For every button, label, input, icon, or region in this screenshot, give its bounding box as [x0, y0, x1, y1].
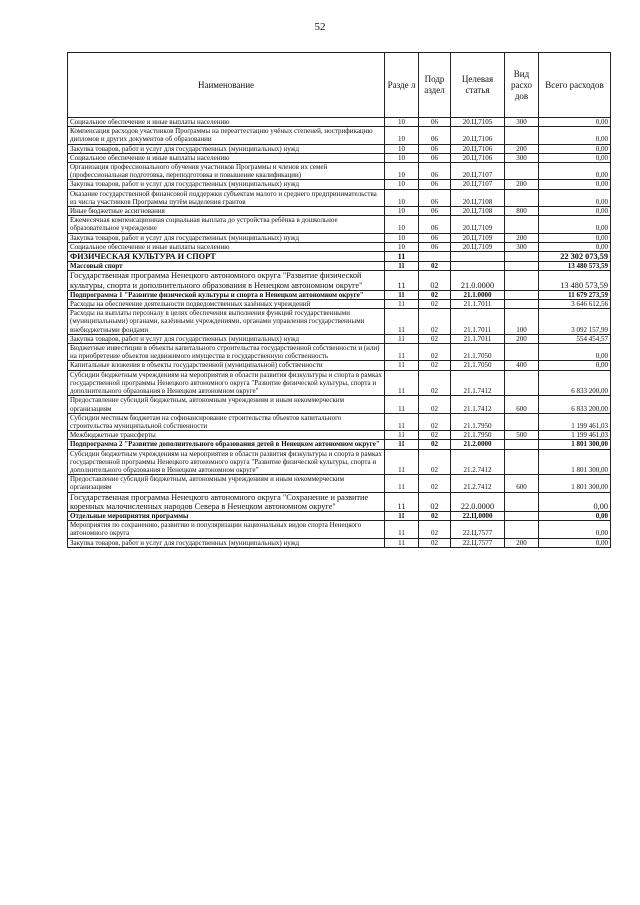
row-expense-type-cell: [505, 492, 539, 511]
row-subsection-cell: 06: [419, 118, 451, 127]
row-target-cell: 20.Ц.7109: [451, 242, 505, 251]
row-expense-type-cell: [505, 271, 539, 290]
row-name-cell: Субсидии местным бюджетам на софинансирование строительства объектов капитального строительства муниципальной собственности: [68, 413, 385, 430]
row-name-cell: Капитальные вложения в объекты государственной (муниципальной) собственности: [68, 361, 385, 370]
row-name-cell: Предоставление субсидий бюджетным, автономным учреждениям и иным некоммерческим организациям: [68, 475, 385, 492]
row-section-cell: 10: [385, 153, 419, 162]
header-section: Разде л: [385, 53, 419, 118]
table-row: [68, 290, 611, 299]
row-target-cell: 21.2.7412: [451, 475, 505, 492]
row-section-cell: 11: [385, 440, 419, 449]
row-section-cell: 11: [385, 361, 419, 370]
row-target-cell: 21.1.7950: [451, 431, 505, 440]
row-section-cell: 11: [385, 475, 419, 492]
row-section-cell: 11: [385, 252, 419, 262]
row-section-cell: 11: [385, 309, 419, 335]
row-name-cell: Государственная программа Ненецкого автономного округа "Развитие физической культуры, спорта и дополнительного образования в Ненецком автономном округе": [68, 271, 385, 290]
table-row: [68, 118, 611, 127]
row-expense-type-cell: [505, 449, 539, 475]
row-target-cell: 21.1.7412: [451, 396, 505, 413]
row-subsection-cell: 02: [419, 271, 451, 290]
header-name: Наименование: [68, 53, 385, 118]
table-row: [68, 344, 611, 361]
row-total-cell: 13 480 573,59: [539, 262, 611, 271]
table-row: [68, 309, 611, 335]
table-row: [68, 262, 611, 271]
budget-table: [67, 52, 611, 548]
row-expense-type-cell: [505, 440, 539, 449]
row-total-cell: 1 199 461,03: [539, 431, 611, 440]
row-name-cell: Мероприятия по сохранению, развитию и популяризации национальных видов спорта Ненецкого автономного округа: [68, 521, 385, 538]
row-name-cell: Субсидии бюджетным учреждениям на мероприятия в области развития физкультуры и спорта в рамках государственной программы Ненецкого автономного округа "Развитие физической культуры, спорта и дополнительного образования в Ненецком автономном округе": [68, 449, 385, 475]
row-subsection-cell: 02: [419, 511, 451, 520]
table-row: [68, 216, 611, 233]
row-name-cell: Закупка товаров, работ и услуг для государственных (муниципальных) нужд: [68, 233, 385, 242]
row-total-cell: 0,00: [539, 163, 611, 180]
row-subsection-cell: 02: [419, 344, 451, 361]
table-row: [68, 492, 611, 511]
row-section-cell: 10: [385, 180, 419, 189]
row-total-cell: 1 801 300,00: [539, 449, 611, 475]
row-subsection-cell: 02: [419, 300, 451, 309]
row-target-cell: 20.Ц.7105: [451, 118, 505, 127]
row-total-cell: 0,00: [539, 216, 611, 233]
table-row: [68, 127, 611, 144]
row-section-cell: 11: [385, 290, 419, 299]
row-subsection-cell: 06: [419, 163, 451, 180]
row-total-cell: 13 480 573,59: [539, 271, 611, 290]
row-section-cell: 11: [385, 344, 419, 361]
table-row: [68, 370, 611, 396]
row-subsection-cell: 02: [419, 440, 451, 449]
row-expense-type-cell: [505, 262, 539, 271]
row-section-cell: 11: [385, 511, 419, 520]
row-subsection-cell: 02: [419, 538, 451, 547]
row-section-cell: 11: [385, 271, 419, 290]
row-section-cell: 11: [385, 492, 419, 511]
row-expense-type-cell: 300: [505, 118, 539, 127]
table-row: [68, 334, 611, 343]
row-section-cell: 11: [385, 449, 419, 475]
row-section-cell: 10: [385, 233, 419, 242]
table-row: [68, 252, 611, 262]
header-subsection: Подр аздел: [419, 53, 451, 118]
row-name-cell: Закупка товаров, работ и услуг для государственных (муниципальных) нужд: [68, 180, 385, 189]
table-row: [68, 189, 611, 206]
row-subsection-cell: 06: [419, 144, 451, 153]
row-expense-type-cell: 100: [505, 309, 539, 335]
row-expense-type-cell: 200: [505, 180, 539, 189]
row-section-cell: 10: [385, 189, 419, 206]
row-subsection-cell: 02: [419, 370, 451, 396]
header-target: Целевая статья: [451, 53, 505, 118]
table-row: [68, 440, 611, 449]
row-total-cell: 0,00: [539, 127, 611, 144]
table-row: [68, 475, 611, 492]
row-name-cell: Расходы на выплаты персоналу в целях обеспечения выполнения функций государственными (муниципальными) органами, казёнными учреждениями, органами управления государственными внебюджетными фондами: [68, 309, 385, 335]
row-target-cell: 22.Ц.7577: [451, 521, 505, 538]
row-section-cell: 11: [385, 521, 419, 538]
row-section-cell: 10: [385, 163, 419, 180]
table-row: [68, 153, 611, 162]
row-total-cell: 1 801 300,00: [539, 475, 611, 492]
row-expense-type-cell: 600: [505, 475, 539, 492]
row-total-cell: 1 199 461,03: [539, 413, 611, 430]
row-name-cell: Государственная программа Ненецкого автономного округа "Сохранение и развитие коренных малочисленных народов Севера в Ненецком автономном округе": [68, 492, 385, 511]
row-section-cell: 10: [385, 216, 419, 233]
row-total-cell: 0,00: [539, 511, 611, 520]
row-subsection-cell: 06: [419, 233, 451, 242]
table-row: [68, 207, 611, 216]
row-expense-type-cell: 300: [505, 242, 539, 251]
row-name-cell: Организация профессионального обучения участников Программы и членов их семей (профессиональная подготовка, переподготовка и повышение квалификации): [68, 163, 385, 180]
row-expense-type-cell: [505, 521, 539, 538]
row-name-cell: Социальное обеспечение и иные выплаты населению: [68, 242, 385, 251]
row-subsection-cell: 02: [419, 431, 451, 440]
row-total-cell: 0,00: [539, 361, 611, 370]
row-expense-type-cell: [505, 252, 539, 262]
table-header-row: [68, 53, 611, 118]
row-expense-type-cell: 500: [505, 431, 539, 440]
table-row: [68, 361, 611, 370]
row-target-cell: 20.Ц.7109: [451, 216, 505, 233]
row-name-cell: Подпрограмма 1 "Развитие физической культуры и спорта в Ненецком автономном округе": [68, 290, 385, 299]
row-section-cell: 11: [385, 334, 419, 343]
row-total-cell: 554 454,57: [539, 334, 611, 343]
row-total-cell: 3 646 612,56: [539, 300, 611, 309]
table-row: [68, 431, 611, 440]
row-expense-type-cell: [505, 413, 539, 430]
header-expense-type: Вид расхо дов: [505, 53, 539, 118]
row-name-cell: Бюджетные инвестиции в объекты капитального строительства государственной собственности и (или) на приобретение объектов недвижимого имущества в государственную собственность: [68, 344, 385, 361]
table-row: [68, 144, 611, 153]
row-name-cell: Расходы на обеспечение деятельности подведомственных казённых учреждений: [68, 300, 385, 309]
row-total-cell: 0,00: [539, 189, 611, 206]
row-name-cell: Отдельные мероприятия программы: [68, 511, 385, 520]
row-subsection-cell: 06: [419, 216, 451, 233]
row-name-cell: Предоставление субсидий бюджетным, автономным учреждениям и иным некоммерческим организациям: [68, 396, 385, 413]
row-total-cell: 0,00: [539, 144, 611, 153]
row-subsection-cell: 02: [419, 262, 451, 271]
row-name-cell: Закупка товаров, работ и услуг для государственных (муниципальных) нужд: [68, 144, 385, 153]
table-row: [68, 180, 611, 189]
row-name-cell: Субсидии бюджетным учреждениям на мероприятия в области развития физкультуры и спорта в рамках государственной программы Ненецкого автономного округа "Развитие физической культуры, спорта и дополнительного образования в Ненецком автономном округе": [68, 370, 385, 396]
row-name-cell: Подпрограмма 2 "Развитие дополнительного образования детей в Ненецком автономном округе": [68, 440, 385, 449]
row-subsection-cell: 06: [419, 189, 451, 206]
row-subsection-cell: 02: [419, 413, 451, 430]
row-total-cell: 6 833 200,00: [539, 396, 611, 413]
row-name-cell: Ежемесячная компенсационная социальная выплата до устройства ребёнка в дошкольное образовательное учреждение: [68, 216, 385, 233]
row-subsection-cell: 02: [419, 396, 451, 413]
row-subsection-cell: 02: [419, 449, 451, 475]
row-name-cell: Социальное обеспечение и иные выплаты населению: [68, 153, 385, 162]
row-expense-type-cell: [505, 370, 539, 396]
row-section-cell: 11: [385, 431, 419, 440]
row-total-cell: 0,00: [539, 207, 611, 216]
row-subsection-cell: 06: [419, 207, 451, 216]
row-target-cell: 21.1.7050: [451, 361, 505, 370]
row-expense-type-cell: 200: [505, 144, 539, 153]
row-subsection-cell: 02: [419, 334, 451, 343]
row-target-cell: 21.1.7050: [451, 344, 505, 361]
row-total-cell: 3 092 157,99: [539, 309, 611, 335]
row-total-cell: 0,00: [539, 180, 611, 189]
row-name-cell: Массовый спорт: [68, 262, 385, 271]
row-section-cell: 11: [385, 538, 419, 547]
row-subsection-cell: 02: [419, 475, 451, 492]
row-target-cell: 21.2.0000: [451, 440, 505, 449]
row-total-cell: 1 801 300,00: [539, 440, 611, 449]
table-row: [68, 413, 611, 430]
row-subsection-cell: 06: [419, 180, 451, 189]
row-total-cell: 0,00: [539, 242, 611, 251]
table-row: [68, 233, 611, 242]
row-expense-type-cell: [505, 127, 539, 144]
row-section-cell: 11: [385, 262, 419, 271]
row-subsection-cell: 02: [419, 309, 451, 335]
row-target-cell: 20.Ц.7106: [451, 144, 505, 153]
table-row: [68, 396, 611, 413]
row-target-cell: 21.2.7412: [451, 449, 505, 475]
row-target-cell: 21.1.7011: [451, 300, 505, 309]
row-expense-type-cell: [505, 300, 539, 309]
row-name-cell: ФИЗИЧЕСКАЯ КУЛЬТУРА И СПОРТ: [68, 252, 385, 262]
row-total-cell: 0,00: [539, 344, 611, 361]
table-row: [68, 271, 611, 290]
row-target-cell: 22.0.0000: [451, 492, 505, 511]
row-expense-type-cell: [505, 189, 539, 206]
row-section-cell: 11: [385, 413, 419, 430]
row-target-cell: [451, 252, 505, 262]
table-row: [68, 511, 611, 520]
table-row: [68, 521, 611, 538]
row-section-cell: 10: [385, 118, 419, 127]
row-total-cell: 6 833 200,00: [539, 370, 611, 396]
row-target-cell: 22.Ц.0000: [451, 511, 505, 520]
row-expense-type-cell: [505, 344, 539, 361]
row-total-cell: 0,00: [539, 521, 611, 538]
row-subsection-cell: 06: [419, 127, 451, 144]
row-target-cell: 21.1.0000: [451, 290, 505, 299]
row-expense-type-cell: [505, 290, 539, 299]
table-row: [68, 449, 611, 475]
row-section-cell: 11: [385, 396, 419, 413]
row-target-cell: [451, 262, 505, 271]
row-target-cell: 20.Ц.7108: [451, 189, 505, 206]
table-body: [68, 118, 611, 548]
row-target-cell: 21.1.7412: [451, 370, 505, 396]
row-target-cell: 20.Ц.7107: [451, 180, 505, 189]
row-subsection-cell: 02: [419, 290, 451, 299]
row-name-cell: Компенсация расходов участников Программы на переаттестацию учёных степеней, нострификацию дипломов и других документов об образовании: [68, 127, 385, 144]
row-name-cell: Закупка товаров, работ и услуг для государственных (муниципальных) нужд: [68, 334, 385, 343]
row-expense-type-cell: 200: [505, 538, 539, 547]
row-subsection-cell: 02: [419, 361, 451, 370]
row-total-cell: 11 679 273,59: [539, 290, 611, 299]
row-expense-type-cell: [505, 216, 539, 233]
row-total-cell: 0,00: [539, 538, 611, 547]
row-target-cell: 20.Ц.7107: [451, 163, 505, 180]
row-name-cell: Социальное обеспечение и иные выплаты населению: [68, 118, 385, 127]
row-total-cell: 0,00: [539, 153, 611, 162]
row-target-cell: 21.1.7011: [451, 309, 505, 335]
table-row: [68, 242, 611, 251]
row-expense-type-cell: 300: [505, 153, 539, 162]
row-target-cell: 22.Ц.7577: [451, 538, 505, 547]
row-section-cell: 10: [385, 144, 419, 153]
row-total-cell: 22 302 073,59: [539, 252, 611, 262]
row-name-cell: Закупка товаров, работ и услуг для государственных (муниципальных) нужд: [68, 538, 385, 547]
row-target-cell: 21.1.7950: [451, 413, 505, 430]
row-section-cell: 11: [385, 300, 419, 309]
row-subsection-cell: 06: [419, 153, 451, 162]
row-section-cell: 10: [385, 207, 419, 216]
row-expense-type-cell: 400: [505, 361, 539, 370]
table-row: [68, 538, 611, 547]
page-number: 52: [314, 21, 326, 33]
row-section-cell: 10: [385, 127, 419, 144]
row-total-cell: 0,00: [539, 233, 611, 242]
row-expense-type-cell: 200: [505, 334, 539, 343]
row-target-cell: 20.Ц.7108: [451, 207, 505, 216]
table-row: [68, 300, 611, 309]
row-total-cell: 0,00: [539, 118, 611, 127]
row-expense-type-cell: [505, 163, 539, 180]
row-section-cell: 11: [385, 370, 419, 396]
row-target-cell: 21.1.7011: [451, 334, 505, 343]
row-name-cell: Оказание государственной финансовой поддержки субъектам малого и среднего предпринимательства из числа участников Программы путём выделения грантов: [68, 189, 385, 206]
row-target-cell: 20.Ц.7109: [451, 233, 505, 242]
table-row: [68, 163, 611, 180]
row-expense-type-cell: 800: [505, 207, 539, 216]
row-subsection-cell: 02: [419, 492, 451, 511]
row-name-cell: Иные бюджетные ассигнования: [68, 207, 385, 216]
row-subsection-cell: 06: [419, 242, 451, 251]
row-target-cell: 21.0.0000: [451, 271, 505, 290]
row-section-cell: 10: [385, 242, 419, 251]
row-subsection-cell: [419, 252, 451, 262]
row-target-cell: 20.Ц.7106: [451, 127, 505, 144]
header-total: Всего расходов: [539, 53, 611, 118]
row-expense-type-cell: [505, 511, 539, 520]
row-subsection-cell: 02: [419, 521, 451, 538]
row-name-cell: Межбюджетные трансферты: [68, 431, 385, 440]
row-target-cell: 20.Ц.7106: [451, 153, 505, 162]
row-total-cell: 0,00: [539, 492, 611, 511]
row-expense-type-cell: 200: [505, 233, 539, 242]
row-expense-type-cell: 600: [505, 396, 539, 413]
